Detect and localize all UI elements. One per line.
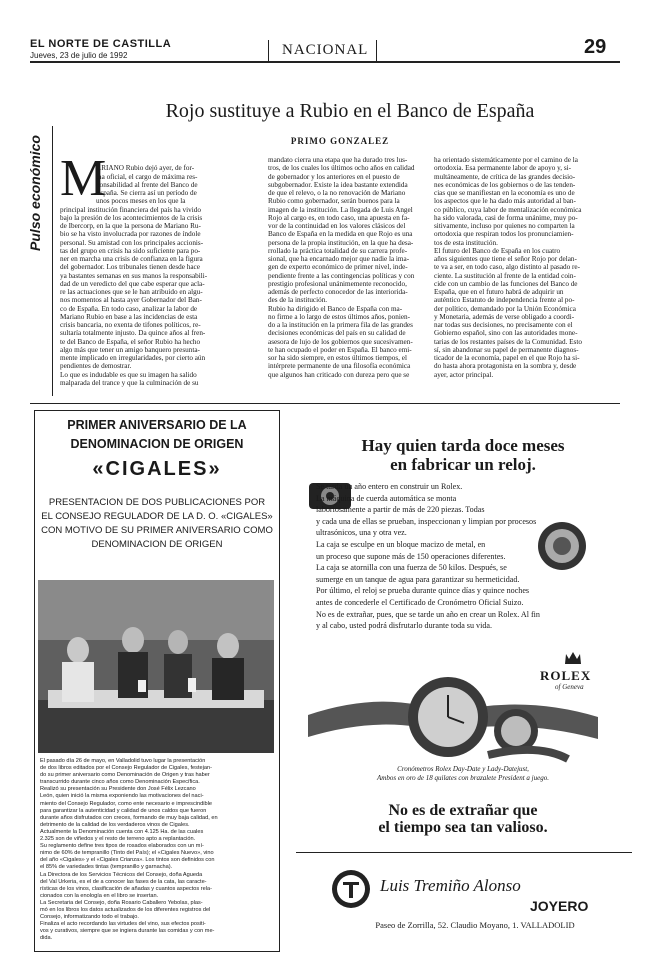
event-photo xyxy=(38,580,274,753)
watch-case-image xyxy=(534,520,590,572)
rolex-logo-sub: of Geneva xyxy=(555,683,584,691)
jeweler-address: Paseo de Zorrilla, 52. Claudio Moyano, 1. VALLADOLID xyxy=(375,920,575,930)
header-rule xyxy=(30,61,620,63)
rolex-body-copy: Se tarda un año entero en construir un Rolex. La máquina de cuerda automática se monta laboriosamente a partir de más de 220 piezas. Todas y cada una de ellas se prueban, inspeccionan y limpian por procesos ultrasónicos, una y otra vez. La caja se esculpe en un bloque macizo de metal, en un proceso que supone más de 150 operaciones diferentes. La caja se atornilla con una fuerza de 50 kilos. Después, se sumerge en un tanque de agua para garantizar su hermeticidad. Por último, el reloj se prueba durante quince días y quince noches antes de concederle el Certificado de Cronómetro Oficial Suizo. No es de extrañar, pues, que se tarde un año en crear un Rolex. Al fin y al cabo, usted podrá disfrutarlo durante toda su vida. xyxy=(316,482,540,631)
cigales-ad-brand: «CIGALES» xyxy=(92,458,222,480)
drop-cap: M xyxy=(60,150,107,207)
rolex-logo: ROLEX xyxy=(540,668,592,683)
column-label: Pulso económico xyxy=(27,135,43,251)
cigales-ad-subtitle: PRESENTACION DE DOS PUBLICACIONES POR EL CONSEJO REGULADOR DE LA D. O. «CIGALES» CON MOTIVO DE SU PRIMER ANIVERSARIO COMO DENOMINACION DE ORIGEN xyxy=(41,497,273,550)
article-headline: Rojo sustituye a Rubio en el Banco de España xyxy=(165,100,535,122)
jeweler-logo xyxy=(330,868,372,910)
header-divider-left xyxy=(268,40,269,62)
jeweler-name: Luis Tremiño Alonso xyxy=(380,876,521,895)
header-divider-right xyxy=(376,40,377,62)
watches-image xyxy=(308,655,598,763)
rolex-headline: Hay quien tarda doce meses en fabricar un reloj. xyxy=(361,436,565,474)
article-bottom-rule xyxy=(30,403,620,404)
watches-caption: Cronómetros Rolex Day-Date y Lady-Datejust, Ambos en oro de 18 quilates con brazalete President a juego. xyxy=(377,765,549,782)
issue-date: Jueves, 23 de julio de 1992 xyxy=(30,51,128,60)
article-column-3: ha orientado sistemáticamente por el camino de la ortodoxia. Esa permanente labor de apoyo y, si- multáneamente, de crítica de las grandes decisio- nes económicas de los gobiernos o de las tenden- cias que se manifiestan en la economía es uno de los aspectos que le ha dado más autoridad al ban- co público, cuya labor de mentalización económica ha sido valorada, casi de forma unánime, muy po- sitivamente, incluso por quienes no comparten la ortodoxia que respiran todos los pronunciamien- tos de esta institución. El futuro del Banco de España en los cuatro años siguientes que tiene el señor Rojo por delan- te va a ser, en todo caso, algo distinto al pasado re- ciente. La sustitución al frente de la entidad coin- cide con un cambio de las funciones del Banco de España, que en el futuro habrá de adquirir un auténtico Estatuto de independencia frente al po- der político, demandado por la Unión Económica y Monetaria, además de verse obligado a coordi- nar todas sus decisiones, no precisamente con el Gobierno español, sino con las autoridades mone- tarias de los restantes países de la Comunidad. Esto sí, sin abandonar su papel de permanente diagnos- ticador de la economía, papel en el que Rojo ha si- do hasta ahora protagonista en la sombra y, desde ayer, actor principal. xyxy=(434,156,582,379)
article-column-2: mandato cierra una etapa que ha durado tres lus- tros, de los cuales los últimos ocho años en calidad de gobernador y los anteriores en el puesto de subgobernador. Existe la idea bastante extendida de que el relevo, o la no renovación de Mariano Rubio como gobernador, serán buenos para la imagen de la institución. La llegada de Luis Angel Rojo al cargo es, en todo caso, una apuesta en fa- vor de la continuidad en los valores clásicos del Banco de España en la medida en que Rojo es una persona de la propia institución, en la que ha desa- rrollado la práctica totalidad de su carrera profe- sional, que ha encarnado mejor que nadie la ima- gen de experto económico de primer nivel, inde- pendiente frente a las contingencias políticas y con prestigio profesional unánimemente reconocido, además de perfecto conocedor de las interiorida- des de la institución. Rubio ha dirigido el Banco de España con ma- no firme a lo largo de estos últimos años, ponien- do a la institución en la primera fila de las grandes decisiones económicas del país en su calidad de asesora de lujo de los gobiernos que sucesivamen- te han ocupado el poder en España. El banco emi- sor ha sido siempre, en estos últimos tiempos, el intérprete permanente de una filosofía económica que algunos han criticado con dureza pero que se xyxy=(268,156,415,379)
jeweler-rule xyxy=(296,852,632,853)
rolex-slogan: No es de extrañar que el tiempo sea tan valioso. xyxy=(378,802,548,836)
page-number: 29 xyxy=(584,36,607,58)
cigales-ad-title: PRIMER ANIVERSARIO DE LA DENOMINACION DE ORIGEN xyxy=(67,418,247,451)
jeweler-subtitle: JOYERO xyxy=(530,898,589,914)
newspaper-name: EL NORTE DE CASTILLA xyxy=(30,38,172,50)
article-column-1: ARIANO Rubio dejó ayer, de for- ma oficial, el cargo de máxima res- ponsabilidad al frente del Banco de España. Se cierra así un período de unos pocos meses en los que la principal institución financiera del país ha vivido bajo la presión de los acontecimientos de la crisis de Ibercorp, en la que la persona de Mariano Ru- bio se ha visto involucrada por razones de índole personal. Su amistad con los principales accionis- tas del grupo en crisis ha sido suficiente para po- ner en marcha una crisis de confianza en la figura del gobernador. Los tribunales tienen desde hace ya bastantes semanas en sus manos la responsabili- dad de un veredicto del que cabe esperar que acla- re las actuaciones que se le han atribuido en algu- nos momentos al hasta ayer Gobernador del Ban- co de España. En todo caso, analizar la labor de Mariano Rubio en base a las incidencias de esta crisis bancaria, no exenta de tifones políticos, re- sultaría totalmente injusto. Da quince años al fren- te del Banco de España, el señor Rubio ha hecho algo más que tener un amigo banquero presunta- mente implicado en irregularidades, por cierto aún pendientes de demostrar. Lo que es indudable es que su imagen ha salido malparada del trance y que la culminación de su xyxy=(60,164,208,387)
article-byline: PRIMO GONZALEZ xyxy=(290,136,390,146)
vertical-rule xyxy=(52,126,53,396)
section-title: NACIONAL xyxy=(282,42,369,58)
cigales-ad-body: El pasado día 26 de mayo, en Valladolid tuvo lugar la presentación de dos libros editados por el Consejo Regulador de Cigales, festejan- do su primer aniversario como Denominación de Origen y tras haber transcurrido durante cinco años como Denominación Específica. Realizó su presentación su Presidente don José Félix Lezcano León, quien inició la misma exponiendo las motivaciones del naci- miento del Consejo Regulador, como ente necesario e imprescindible para garantizar la autenticidad y calidad de unos caldos que fueron durante años disfrutados con creces, formando de muy baja calidad, en detrimento de la calidad de los verdaderos vinos de Cigales. Actualmente la Denominación cuenta con 4.125 Ha. de las cuales 2.325 son de viñedos y el resto de terreno apto a replantación. Su reglamento define tres tipos de rosados elaborados con un mí- nimo de 60% de tempranillo (Tinto del País); el «Cigales Nuevo», vino del año «Cigales» y el «Cigales Crianza». Los tintos son definidos con el 85% de variedades tintas (tempranillo y garnacha). La Directora de los Servicios Técnicos del Consejo, doña Agueda del Val Urkeria, es el de a conocer las fases de la cata, las caracte- rísticas de los vinos, clasificación de añadas y cuantos aspectos rela- cionados con la enología en el libro se insertan. La Secretaria del Consejo, doña Rosario Caballero Yebolas, plas- mó en los libros los datos actualizados de los diferentes registros del Consejo, informatizando todo el trabajo. Finaliza el acto recordando las virtudes del vino, sus efectos positi- vos y curativos, siempre que se ingiera durante las comidas y con me- dida. xyxy=(40,758,218,942)
